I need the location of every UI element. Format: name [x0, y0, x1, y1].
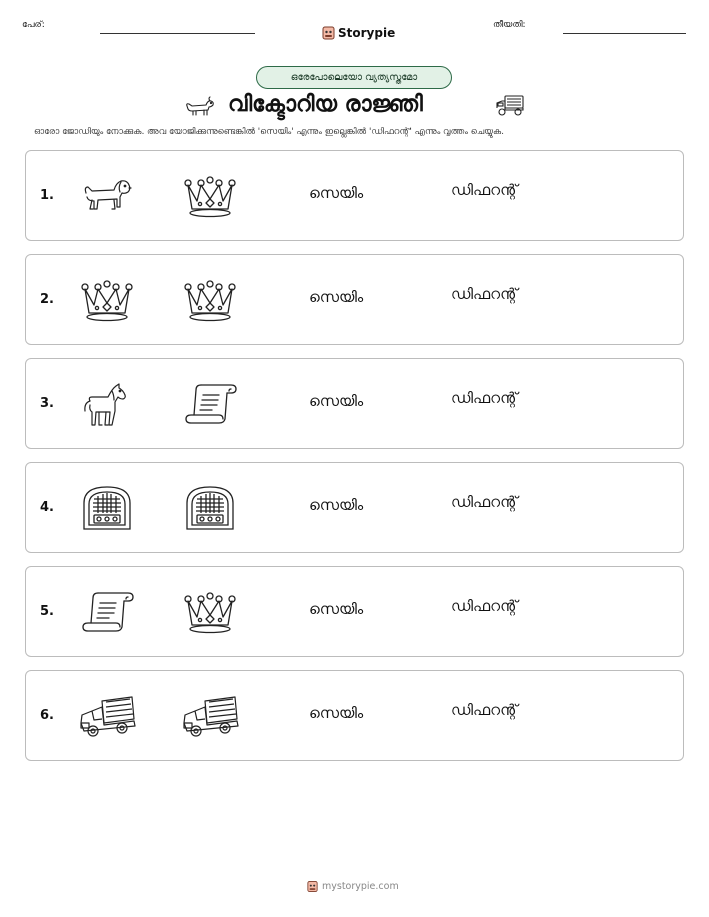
name-label: പേര്: — [22, 20, 45, 30]
name-field[interactable] — [100, 33, 255, 34]
different-option[interactable]: ഡിഫറന്റ് — [451, 701, 518, 719]
brand-name: Storypie — [338, 26, 396, 40]
date-label: തീയതി: — [493, 20, 526, 30]
scroll-icon — [78, 589, 136, 635]
truck-icon — [181, 693, 239, 739]
brand — [322, 26, 395, 40]
crown-icon — [181, 173, 239, 219]
footer-link[interactable]: mystorypie.com — [322, 881, 399, 892]
same-option[interactable]: സെയിം — [309, 496, 364, 514]
question-row — [25, 150, 684, 241]
storypie-logo-icon — [322, 26, 335, 40]
question-number: 2. — [40, 292, 54, 307]
worksheet-title: വിക്ടോറിയ രാജ്ഞി — [228, 92, 423, 117]
different-option[interactable]: ഡിഫറന്റ് — [451, 389, 518, 407]
question-number: 4. — [40, 500, 54, 515]
date-field[interactable] — [563, 33, 686, 34]
scroll-icon — [181, 381, 239, 427]
different-option[interactable]: ഡിഫറന്റ് — [451, 285, 518, 303]
different-option[interactable]: ഡിഫറന്റ് — [451, 597, 518, 615]
truck-icon — [78, 693, 136, 739]
same-option[interactable]: സെയിം — [309, 600, 364, 618]
crown-icon — [181, 589, 239, 635]
question-row — [25, 462, 684, 553]
storypie-logo-icon — [307, 880, 318, 893]
same-option[interactable]: സെയിം — [309, 288, 364, 306]
radio-icon — [78, 485, 136, 531]
crown-icon — [78, 277, 136, 323]
title-row — [0, 90, 709, 122]
question-row — [25, 358, 684, 449]
question-row — [25, 566, 684, 657]
same-option[interactable]: സെയിം — [309, 392, 364, 410]
question-row — [25, 670, 684, 761]
question-number: 1. — [40, 188, 54, 203]
question-row — [25, 254, 684, 345]
instructions: ഓരോ ജോഡിയും നോക്കുക. അവ യോജിക്കുന്നുണ്ടെങ്കിൽ 'സെയിം' എന്നും ഇല്ലെങ്കിൽ 'ഡിഫറന്റ്' എന്നും വൃത്തം ചെയ്യുക. — [34, 127, 504, 137]
header — [0, 14, 709, 40]
question-number: 6. — [40, 708, 54, 723]
footer — [307, 880, 399, 893]
different-option[interactable]: ഡിഫറന്റ് — [451, 493, 518, 511]
dachshund-icon — [184, 94, 216, 118]
same-option[interactable]: സെയിം — [309, 704, 364, 722]
truck-icon — [494, 93, 526, 119]
topic-badge: ഒരേപോലെയോ വ്യത്യസ്തമോ — [256, 66, 452, 89]
question-number: 3. — [40, 396, 54, 411]
radio-icon — [181, 485, 239, 531]
same-option[interactable]: സെയിം — [309, 184, 364, 202]
crown-icon — [181, 277, 239, 323]
horse-icon — [78, 381, 136, 427]
different-option[interactable]: ഡിഫറന്റ് — [451, 181, 518, 199]
dog-icon — [78, 173, 136, 219]
question-number: 5. — [40, 604, 54, 619]
